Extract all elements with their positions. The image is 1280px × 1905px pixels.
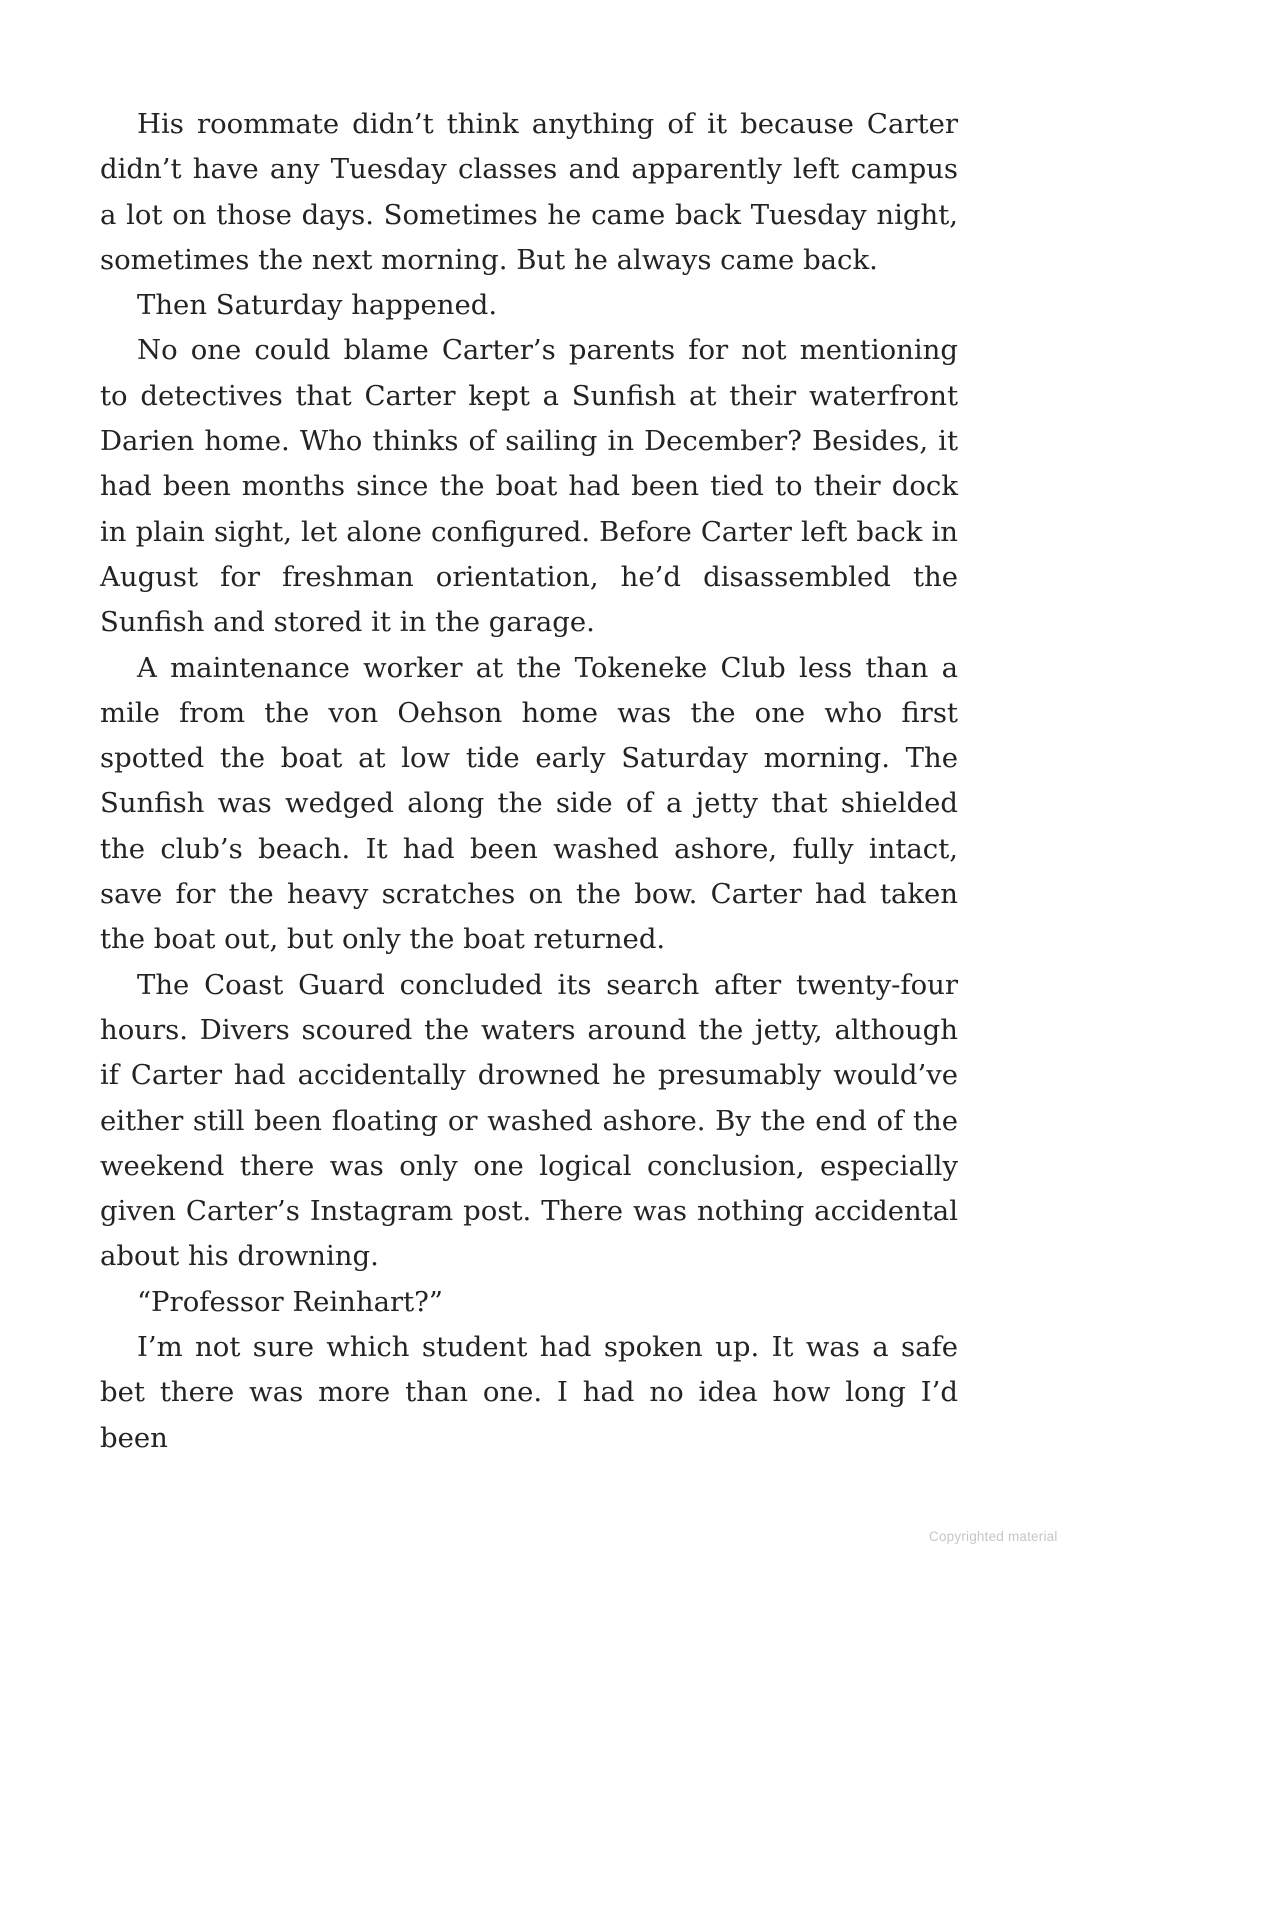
paragraph: The Coast Guard concluded its search after twenty-four hours. Divers scoured the waters around the jetty, although if Carter had accidentally drowned he presumably would’ve either still been floating or washed ashore. By the end of the weekend there was only one logical conclusion, especially given Carter’s Instagram post. There was nothing accidental about his drowning.	[100, 968, 958, 1273]
paragraph: I’m not sure which student had spoken up. It was a safe bet there was more than one. I had no idea how long I’d been	[100, 1331, 958, 1454]
paragraph: No one could blame Carter’s parents for not mentioning to detectives that Carter kept a Sunfish at their waterfront Darien home. Who thinks of sailing in December? Besides, it had been months since the boat had been tied to their dock in plain sight, let alone configured. Before Carter left back in August for freshman orientation, he’d disassembled the Sunfish and stored it in the garage.	[100, 334, 958, 639]
paragraph: Then Saturday happened.	[137, 289, 498, 322]
paragraph: His roommate didn’t think anything of it because Carter didn’t have any Tuesday classes and apparently left campus a lot on those days. Sometimes he came back Tuesday night, sometimes the next morning. But he always came back.	[100, 108, 958, 276]
page-text-block	[100, 102, 958, 1461]
copyright-watermark: Copyrighted material	[929, 1529, 1058, 1544]
paragraph: “Professor Reinhart?”	[137, 1285, 443, 1318]
paragraph: A maintenance worker at the Tokeneke Club less than a mile from the von Oehson home was the one who first spotted the boat at low tide early Saturday morning. The Sunfish was wedged along the side of a jetty that shielded the club’s beach. It had been washed ashore, fully intact, save for the heavy scratches on the bow. Carter had taken the boat out, but only the boat returned.	[100, 651, 958, 956]
